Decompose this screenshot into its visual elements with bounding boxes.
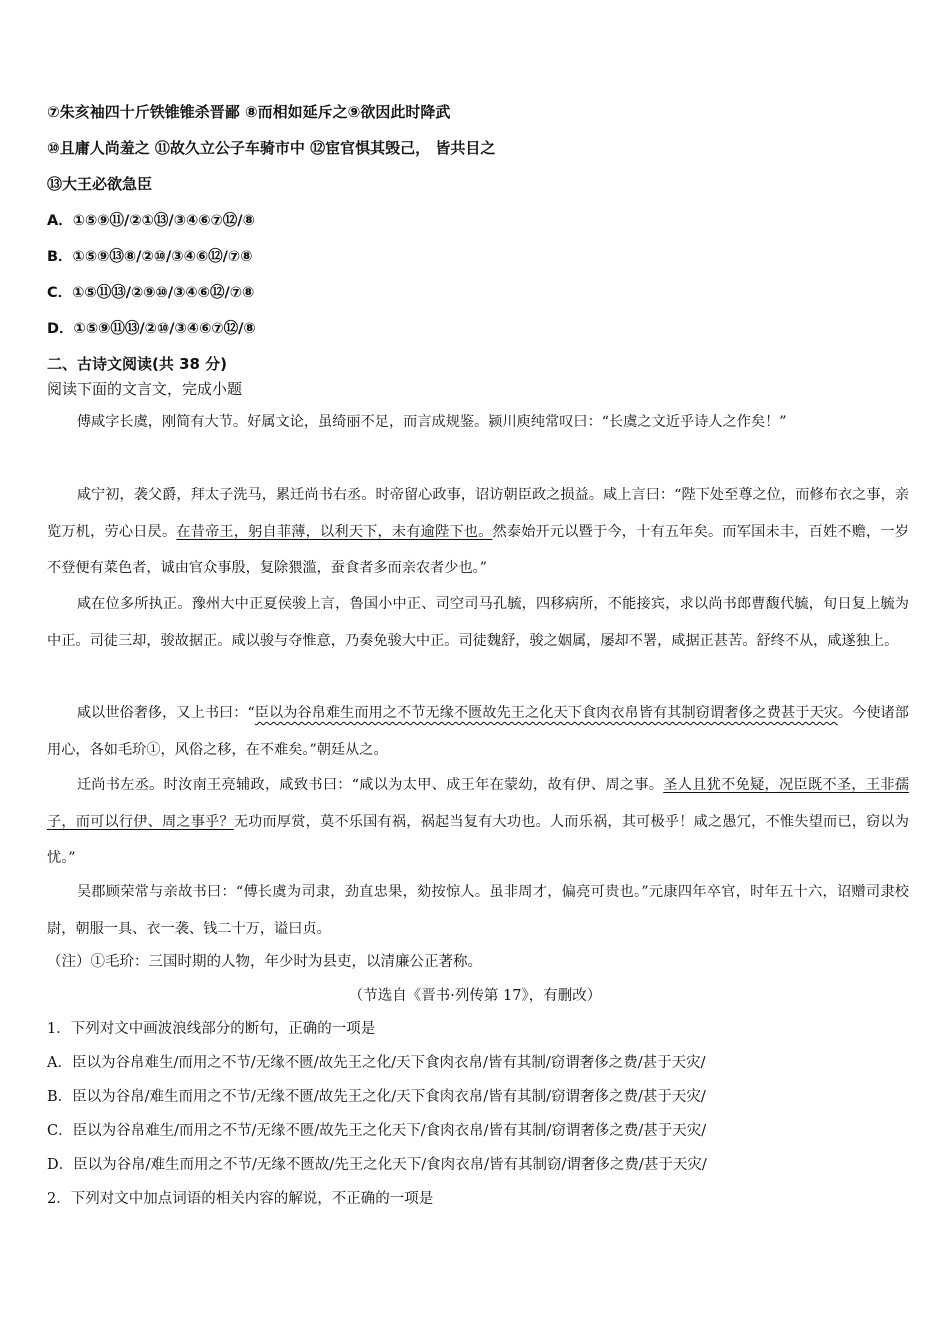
section-title: 二、古诗文阅读(共 38 分) [47, 355, 228, 373]
passage-paragraph-1: 傅咸字长虞，刚简有大节。好属文论，虽绮丽不足，而言成规鉴。颍川庾纯常叹曰：“长虞之文近乎诗人之作矣！” [76, 414, 787, 430]
section-instruction: 阅读下面的文言文，完成小题 [47, 380, 243, 398]
passage-paragraph-3: 咸在位多所执正。豫州大中正夏侯骏上言，鲁国小中正、司空司马孔毓，四移病所，不能接宾，求以尚书郎曹馥代毓，旬日复上毓为中正。司徒三却，骏故据正。咸以骏与夺惟意，乃奏免骏大中正。司徒魏舒，骏之姻属，屡却不署，咸据正甚苦。舒终不从，咸遂独上。 [47, 596, 909, 649]
question-1-option-a: A．臣以为谷帛难生/而用之不节/无缘不匮/故先王之化/天下食肉衣帛/皆有其制/窃谓奢侈之费/甚于天灾/ [47, 1055, 706, 1071]
option-c: C．①⑤⑪⑬/②⑨⑩/③④⑥⑫/⑦⑧ [47, 285, 255, 301]
underlined-sentence: 圣人且犹不免疑，况臣既不圣，王非孺子，而可以行伊、周之事乎？ [47, 777, 909, 830]
source-citation: （节选自《晋书·列传第 17》，有删改） [348, 988, 602, 1004]
wavy-underlined-sentence: 臣以为谷帛难生而用之不节无缘不匮故先王之化天下食肉衣帛皆有其制窃谓奢侈之费甚于天灾 [254, 705, 838, 721]
passage-text: 。今使诸部用心，各如毛玠①，风俗之移，在不难矣。”朝廷从之。 [47, 705, 909, 758]
question-2-stem: 2．下列对文中加点词语的相关内容的解说，不正确的一项是 [47, 1191, 434, 1207]
question-1-option-c: C．臣以为谷帛难生/而用之不节/无缘不匮/故先王之化天下/食肉衣帛/皆有其制/窃谓奢侈之费/甚于天灾/ [47, 1123, 707, 1139]
passage-text: 咸宁初，袭父爵，拜太子洗马，累迁尚书右丞。时帝留心政事，诏访朝臣政之损益。咸上言曰：“陛下处至尊之位，而修布衣之事，亲览万机，劳心日昃。 [47, 487, 909, 540]
passage-text: 然泰始开元以暨于今，十有五年矣。而军国未丰，百姓不赡，一岁不登便有菜色者，诚由官众事殷，复除猥滥，蚕食者多而亲农者少也。” [47, 523, 909, 576]
item-line-13: ⑬大王必欲急臣 [47, 175, 153, 193]
passage-text: 咸以世俗奢侈，又上书曰：“ [76, 705, 255, 721]
underlined-sentence: 在昔帝王，躬自菲薄，以利天下，未有逾陛下也。 [176, 523, 493, 540]
question-1-option-b: B．臣以为谷帛/难生而用之不节/无缘不匮/故先王之化/天下食肉衣帛/皆有其制/窃谓奢侈之费/甚于天灾/ [47, 1089, 706, 1105]
question-1-option-d: D．臣以为谷帛/难生而用之不节/无缘不匮故/先王之化天下/食肉衣帛/皆有其制窃/谓奢侈之费/甚于天灾/ [47, 1157, 707, 1173]
footnote: （注）①毛玠：三国时期的人物，年少时为县吏，以清廉公正著称。 [47, 954, 482, 970]
item-line-7: ⑦朱亥袖四十斤铁锥锥杀晋鄙 ⑧而相如延斥之⑨欲因此时降武 [47, 103, 451, 121]
passage-paragraph-5 [47, 767, 909, 877]
option-b: B．①⑤⑨⑬⑧/②⑩/③④⑥⑫/⑦⑧ [47, 249, 253, 265]
passage-paragraph-2 [47, 477, 909, 587]
passage-text: 无功而厚赏，莫不乐国有祸，祸起当复有大功也。人而乐祸，其可极乎！咸之愚冗，不惟失望而已，窃以为忧。” [47, 813, 909, 866]
item-line-10: ⑩且庸人尚羞之 ⑪故久立公子车骑市中 ⑫宦官惧其毁己， 皆共目之 [47, 139, 496, 157]
passage-paragraph-6: 吴郡顾荣常与亲故书曰：“傅长虞为司隶，劲直忠果，劾按惊人。虽非周才，偏亮可贵也。”元康四年卒官，时年五十六，诏赠司隶校尉，朝服一具、衣一袭、钱二十万，谥曰贞。 [47, 884, 909, 937]
option-d: D．①⑤⑨⑪⑬/②⑩/③④⑥⑦⑫/⑧ [47, 321, 256, 337]
passage-paragraph-4 [47, 695, 909, 768]
option-a: A．①⑤⑨⑪/②①⑬/③④⑥⑦⑫/⑧ [47, 213, 255, 229]
question-1-stem: 1．下列对文中画波浪线部分的断句，正确的一项是 [47, 1021, 376, 1037]
passage-text: 迁尚书左丞。时汝南王亮辅政，咸致书曰：“咸以为太甲、成王年在蒙幼，故有伊、周之事。 [76, 777, 664, 793]
